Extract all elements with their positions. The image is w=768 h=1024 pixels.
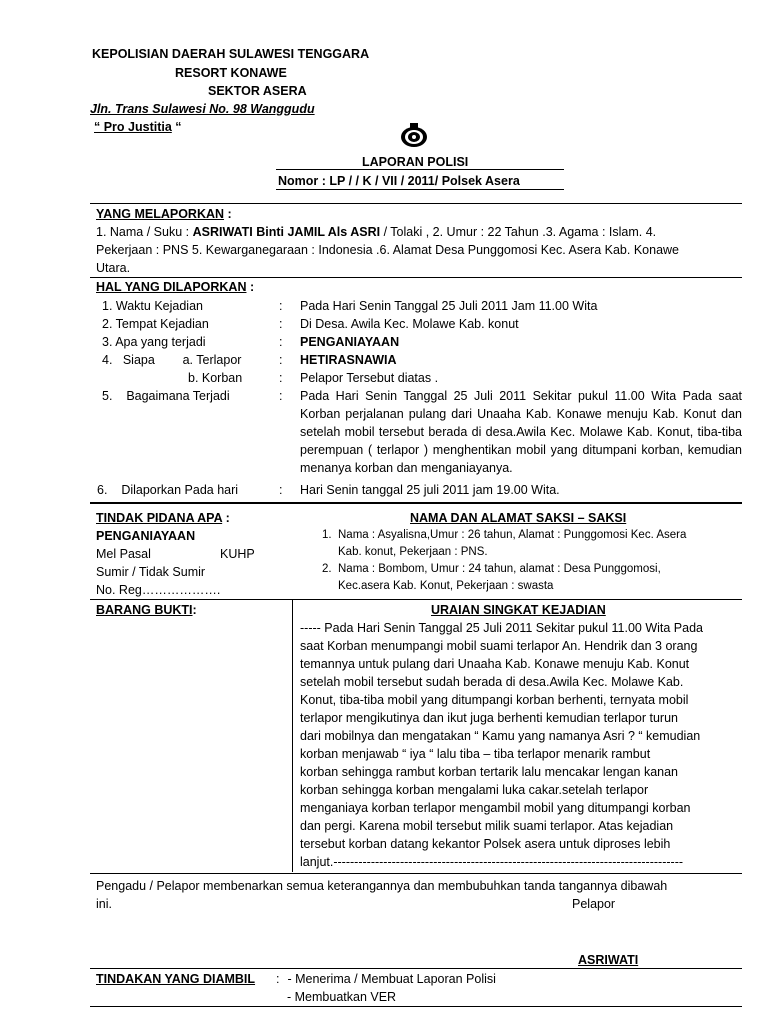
hal-value-4: HETIRASNAWIA (300, 353, 397, 367)
uraian-line: tersebut korban datang kekantor Polsek asera untuk diproses lebih (300, 837, 671, 851)
hal-label-5: 5. Bagaimana Terjadi (102, 389, 230, 403)
uraian-line: menganiaya korban terlapor mengambil mobil yang ditumpangi korban (300, 801, 691, 815)
hal-colon-4b: : (279, 371, 283, 385)
kuhp: KUHP (220, 547, 255, 561)
yang-melaporkan-title: YANG MELAPORKAN (96, 207, 225, 221)
tindakan-title: TINDAKAN YANG DIAMBIL (96, 972, 256, 986)
saksi-1-line1: Nama : Asyalisna,Umur : 26 tahun, Alamat : Punggomosi Kec. Asera (338, 529, 687, 541)
hal-colon-3: : (279, 335, 283, 349)
reporter-line1 (96, 223, 742, 241)
uraian-line: ----- Pada Hari Senin Tanggal 25 Juli 2011 Sekitar pukul 11.00 Wita Pada (300, 621, 704, 635)
uraian-body (300, 619, 742, 871)
tindakan-item-1: - Menerima / Membuat Laporan Polisi (284, 972, 496, 986)
hal-value-4b: Pelapor Tersebut diatas . (300, 371, 439, 385)
hal-heading (96, 278, 254, 296)
hal-label-4: 4. Siapa a. Terlapor (102, 353, 242, 367)
tindakan-heading (96, 970, 255, 988)
saksi-num-2: 2. (322, 563, 332, 575)
pengadu-line2: ini. (96, 897, 112, 911)
section-divider (90, 203, 742, 204)
uraian-line: setelah mobil tersebut sudah berada di desa.Awila Kec. Molawe Kab. (300, 675, 684, 689)
uraian-line: temannya untuk pulang dari Unaaha Kab. Konawe menuju Kab. Konut (300, 657, 690, 671)
pengadu-line1: Pengadu / Pelapor membenarkan semua keterangannya dan membubuhkan tanda tangannya dibawah (96, 879, 668, 893)
uraian-line: lanjut.------------------------------------------------------------------------------------ (300, 855, 684, 869)
barang-bukti-colon: : (192, 603, 197, 617)
sumir: Sumir / Tidak Sumir (96, 565, 206, 579)
signature-name: ASRIWATI (578, 953, 639, 967)
hal-colon-5: : (279, 389, 283, 403)
hal-label-6: 6. Dilaporkan Pada hari (97, 483, 239, 497)
hal-colon: : (246, 280, 255, 294)
reporter-line1-rest: / Tolaki , 2. Umur : 22 Tahun .3. Agama : Islam. 4. (380, 225, 657, 239)
hal-title: HAL YANG DILAPORKAN (96, 280, 247, 294)
saksi-1-line2: Kab. konut, Pekerjaan : PNS. (338, 546, 488, 558)
hal-colon-4: : (279, 353, 283, 367)
reporter-line1-prefix: 1. Nama / Suku : (96, 225, 193, 239)
pelapor-label: Pelapor (572, 897, 616, 911)
tindak-pidana-colon: : (222, 511, 230, 525)
uraian-line: terlapor mengikutinya dan ikut juga berhenti kemudian terlapor turun (300, 711, 679, 725)
hal-label-4b: b. Korban (188, 371, 243, 385)
uraian-line: saat Korban menumpangi mobil suami terlapor An. Hendrik dan 3 orang (300, 639, 698, 653)
header-line1: KEPOLISIAN DAERAH SULAWESI TENGGARA (92, 47, 370, 61)
uraian-line: korban sehingga rambut korban tertarik lalu mencakar lengan kanan (300, 765, 679, 779)
tindak-pidana-title: TINDAK PIDANA APA (96, 511, 223, 525)
hal-value-6: Hari Senin tanggal 25 juli 2011 jam 19.00 Wita. (300, 483, 560, 497)
report-number: Nomor : LP / / K / VII / 2011/ Polsek Asera (278, 174, 520, 188)
uraian-line: dan pergi. Karena mobil tersebut milik suami terlapor. Atas kejadian (300, 819, 674, 833)
yang-melaporkan-colon: : (224, 207, 232, 221)
tindak-pidana-heading (96, 509, 230, 527)
crime-name: PENGANIAYAAN (96, 529, 196, 543)
hal-colon-2: : (279, 317, 283, 331)
uraian-line: dari mobilnya dan mengatakan “ Kamu yang namanya Asri ? “ kemudian (300, 729, 701, 743)
section-divider (90, 599, 742, 600)
police-emblem-icon (399, 120, 429, 150)
mel-pasal: Mel Pasal (96, 547, 151, 561)
hal-value-3: PENGANIAYAAN (300, 335, 400, 349)
saksi-heading: NAMA DAN ALAMAT SAKSI – SAKSI (410, 511, 627, 525)
header-address: Jln. Trans Sulawesi No. 98 Wanggudu (90, 102, 315, 116)
section-divider (90, 502, 742, 504)
hal-value-1: Pada Hari Senin Tanggal 25 Juli 2011 Jam 11.00 Wita (300, 299, 598, 313)
hal-value-2: Di Desa. Awila Kec. Molawe Kab. konut (300, 317, 519, 331)
tindakan-colon: : (276, 972, 280, 986)
section-divider (90, 968, 742, 969)
hal-label-3: 3. Apa yang terjadi (102, 335, 206, 349)
saksi-2-line1: Nama : Bombom, Umur : 24 tahun, alamat : Desa Punggomosi, (338, 563, 661, 575)
column-divider (292, 600, 293, 872)
saksi-2-line2: Kec.asera Kab. Konut, Pekerjaan : swasta (338, 580, 554, 592)
hal-colon-6: : (279, 483, 283, 497)
barang-bukti-heading (96, 601, 197, 619)
header-line3: SEKTOR ASERA (208, 84, 307, 98)
uraian-line: korban sehingga korban mengalami luka cakar.setelah terlapor (300, 783, 649, 797)
reporter-name: ASRIWATI Binti JAMIL Als ASRI (192, 225, 381, 239)
no-reg: No. Reg………………. (96, 583, 221, 597)
section-divider (90, 1006, 742, 1007)
hal-colon-1: : (279, 299, 283, 313)
hal-label-2: 2. Tempat Kejadian (102, 317, 209, 331)
header-line2: RESORT KONAWE (175, 66, 287, 80)
pro-justitia (94, 118, 182, 136)
pro-justitia-text: “ Pro Justitia (94, 120, 172, 134)
uraian-heading: URAIAN SINGKAT KEJADIAN (431, 603, 606, 617)
report-title: LAPORAN POLISI (362, 155, 469, 169)
saksi-num-1: 1. (322, 529, 332, 541)
tindakan-item-2: - Membuatkan VER (287, 990, 397, 1004)
uraian-line: korban menjawab “ iya “ lalu tiba – tiba terlapor menarik rambut (300, 747, 651, 761)
barang-bukti-title: BARANG BUKTI (96, 603, 193, 617)
yang-melaporkan-heading (96, 205, 232, 223)
pro-justitia-tail: “ (175, 120, 182, 134)
title-rule-bottom (276, 189, 564, 190)
uraian-line: Konut, tiba-tiba mobil yang ditumpangi korban berhenti, ternyata mobil (300, 693, 689, 707)
section-divider (90, 873, 742, 874)
reporter-line2: Pekerjaan : PNS 5. Kewarganegaraan : Indonesia .6. Alamat Desa Punggomosi Kec. Asera Kab. Konawe (96, 243, 679, 257)
reporter-line3: Utara. (96, 261, 131, 275)
hal-label-1: 1. Waktu Kejadian (102, 299, 203, 313)
hal-value-5: Pada Hari Senin Tanggal 25 Juli 2011 Sekitar pukul 11.00 Wita Pada saat Korban perjalanan pulang dari Unaaha Kab. Konawe menuju Kab. Konut dan setelah mobil tersebut berada di desa.Awila Kec. Molawe Kab. Konut, tiba-tiba perempuan ( terlapor ) menghentikan mobil yang ditumpani korban, kemudian menanya korban dan menganiayanya. (300, 389, 742, 475)
